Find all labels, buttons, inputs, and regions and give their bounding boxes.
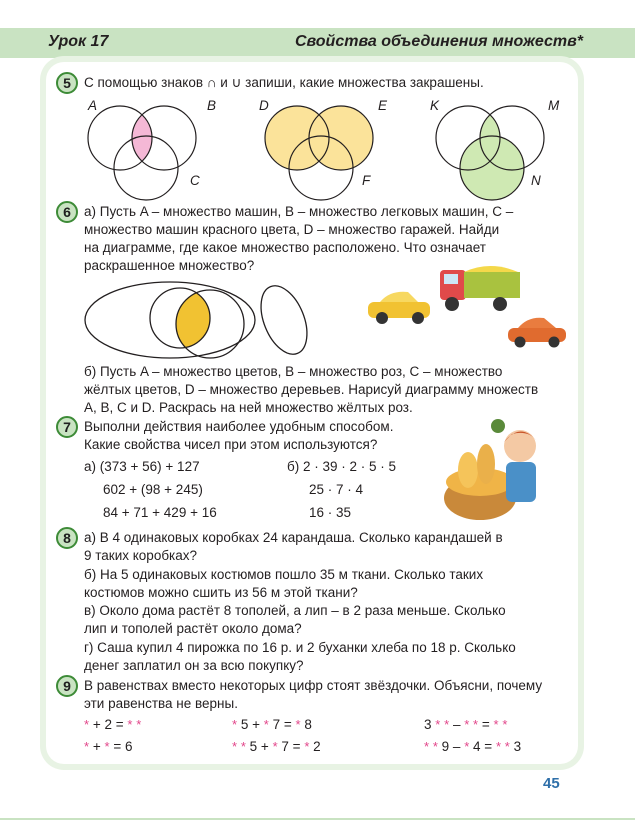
- task7-expression: б) 2 · 39 · 2 · 5 · 5: [287, 459, 397, 474]
- task7-text: Выполни действия наиболее удобным способом. Какие свойства чисел при этом используются?: [84, 419, 394, 452]
- task6b-text: б) Пусть A – множество цветов, B – множество роз, C – множество жёлтых цветов, D – множество деревьев. Нарисуй диаграмму множеств A, B, C и D. Раскрась на ней множество жёлтых роз.: [84, 364, 539, 415]
- page-number: 45: [543, 775, 560, 792]
- set-label: M: [548, 98, 560, 113]
- set-label: E: [378, 98, 388, 113]
- equation: * * 5 + * 7 = * 2: [232, 739, 321, 754]
- boy-with-bread-illustration: [440, 412, 550, 524]
- task-number: 8: [56, 527, 78, 549]
- equation: * + 2 = * *: [84, 717, 142, 732]
- task-number: 6: [56, 201, 78, 223]
- task9-text: В равенствах вместо некоторых цифр стоят звёздочки. Объясни, почему эти равенства не верны.: [84, 678, 543, 711]
- equation: 3 * * – * * = * *: [424, 717, 508, 732]
- set-label: D: [259, 98, 269, 113]
- set-label: F: [362, 173, 371, 188]
- equation: * * 9 – * 4 = * * 3: [424, 739, 522, 754]
- task8d-text: г) Саша купил 4 пирожка по 16 р. и 2 буханки хлеба по 18 р. Сколько денег заплатил он за всю покупку?: [84, 640, 516, 673]
- topic-title: Свойства объединения множеств*: [294, 33, 583, 50]
- cars-illustration: [360, 262, 570, 352]
- task8a-text: а) В 4 одинаковых коробках 24 карандаша. Сколько карандашей в 9 таких коробках?: [84, 530, 503, 563]
- task7-expression: 602 + (98 + 245): [103, 482, 203, 497]
- diagram-abcd: [80, 276, 320, 366]
- task7-expression: 16 · 35: [309, 505, 352, 520]
- task-number: 9: [56, 675, 78, 697]
- set-label: N: [531, 173, 541, 188]
- footer-line: [0, 818, 635, 820]
- task5-text: С помощью знаков ∩ и ∪ запиши, какие множества закрашены.: [84, 75, 484, 90]
- set-label: B: [207, 98, 217, 113]
- task7-expression: а) (373 + 56) + 127: [84, 459, 200, 474]
- set-label: A: [88, 98, 98, 113]
- task6a-text: а) Пусть A – множество машин, B – множество легковых машин, C – множество машин красного цвета, D – множество гаражей. Найди на диаграмме, где какое множество расположено. Что означает раскрашенное множество?: [84, 204, 514, 273]
- lesson-label: Урок 17: [48, 33, 109, 50]
- task8c-text: в) Около дома растёт 8 тополей, а лип – в 2 раза меньше. Сколько лип и тополей растёт около дома?: [84, 603, 506, 636]
- task7-expression: 25 · 7 · 4: [309, 482, 364, 497]
- equation: * + * = 6: [84, 739, 133, 754]
- set-label: K: [430, 98, 440, 113]
- task-number: 5: [56, 72, 78, 94]
- equation: * 5 + * 7 = * 8: [232, 717, 312, 732]
- task-number: 7: [56, 416, 78, 438]
- task8b-text: б) На 5 одинаковых костюмов пошло 35 м ткани. Сколько таких костюмов можно сшить из 56 м этой ткани?: [84, 567, 484, 600]
- task7-expression: 84 + 71 + 429 + 16: [103, 505, 217, 520]
- set-label: C: [190, 173, 200, 188]
